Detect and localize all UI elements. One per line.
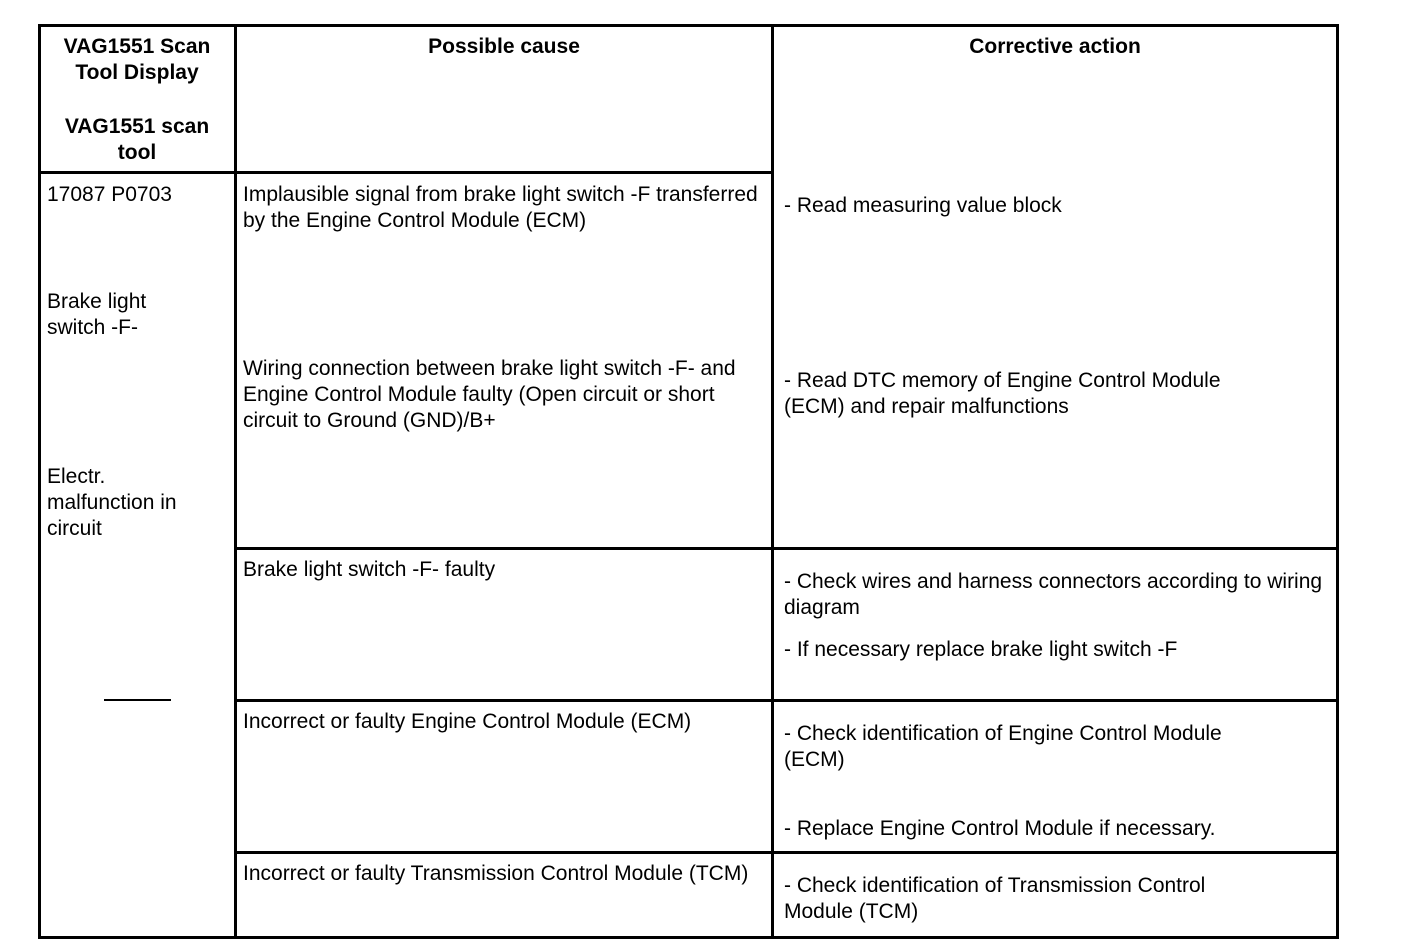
- action-replace-brake-switch: - If necessary replace brake light switch -F: [784, 638, 1178, 661]
- action-read-dtc-memory: - Read DTC memory of Engine Control Module (ECM) and repair malfunctions: [784, 369, 1221, 418]
- row-divider-1: [234, 547, 1339, 550]
- header-possible-cause: Possible cause: [428, 35, 580, 58]
- cause-faulty-ecm: Incorrect or faulty Engine Control Module (ECM): [243, 710, 692, 733]
- display-end-rule: [104, 699, 171, 701]
- cause-faulty-tcm: Incorrect or faulty Transmission Control Module (TCM): [243, 862, 749, 885]
- column-divider-1: [234, 24, 237, 939]
- header-divider: [38, 171, 773, 174]
- row-divider-2: [234, 699, 1339, 702]
- cause-brake-switch-faulty: Brake light switch -F- faulty: [243, 558, 496, 581]
- cause-wiring-connection: Wiring connection between brake light switch -F- and Engine Control Module faulty (Open circuit or short circuit to Ground (GND)/B+: [243, 357, 736, 432]
- fault-code: 17087 P0703: [47, 183, 172, 206]
- fault-component: Brake light switch -F-: [47, 290, 147, 339]
- action-replace-ecm: - Replace Engine Control Module if necessary.: [784, 817, 1216, 840]
- column-divider-2: [771, 24, 774, 939]
- table-border-left: [38, 24, 41, 939]
- row-divider-3: [234, 851, 1339, 854]
- cause-implausible-signal: Implausible signal from brake light switch -F transferred by the Engine Control Module (ECM): [243, 183, 758, 232]
- action-check-tcm-identification: - Check identification of Transmission Control Module (TCM): [784, 874, 1206, 923]
- action-check-wires: - Check wires and harness connectors according to wiring diagram: [784, 570, 1323, 619]
- action-read-measuring-block: - Read measuring value block: [784, 194, 1062, 217]
- header-corrective-action: Corrective action: [969, 35, 1141, 58]
- table-border-right: [1336, 24, 1339, 939]
- header-scan-tool: VAG1551 scan tool: [64, 115, 210, 164]
- fault-description: Electr. malfunction in circuit: [47, 465, 177, 540]
- header-scan-tool-display: VAG1551 Scan Tool Display: [63, 35, 211, 84]
- action-check-ecm-identification: - Check identification of Engine Control Module (ECM): [784, 722, 1222, 771]
